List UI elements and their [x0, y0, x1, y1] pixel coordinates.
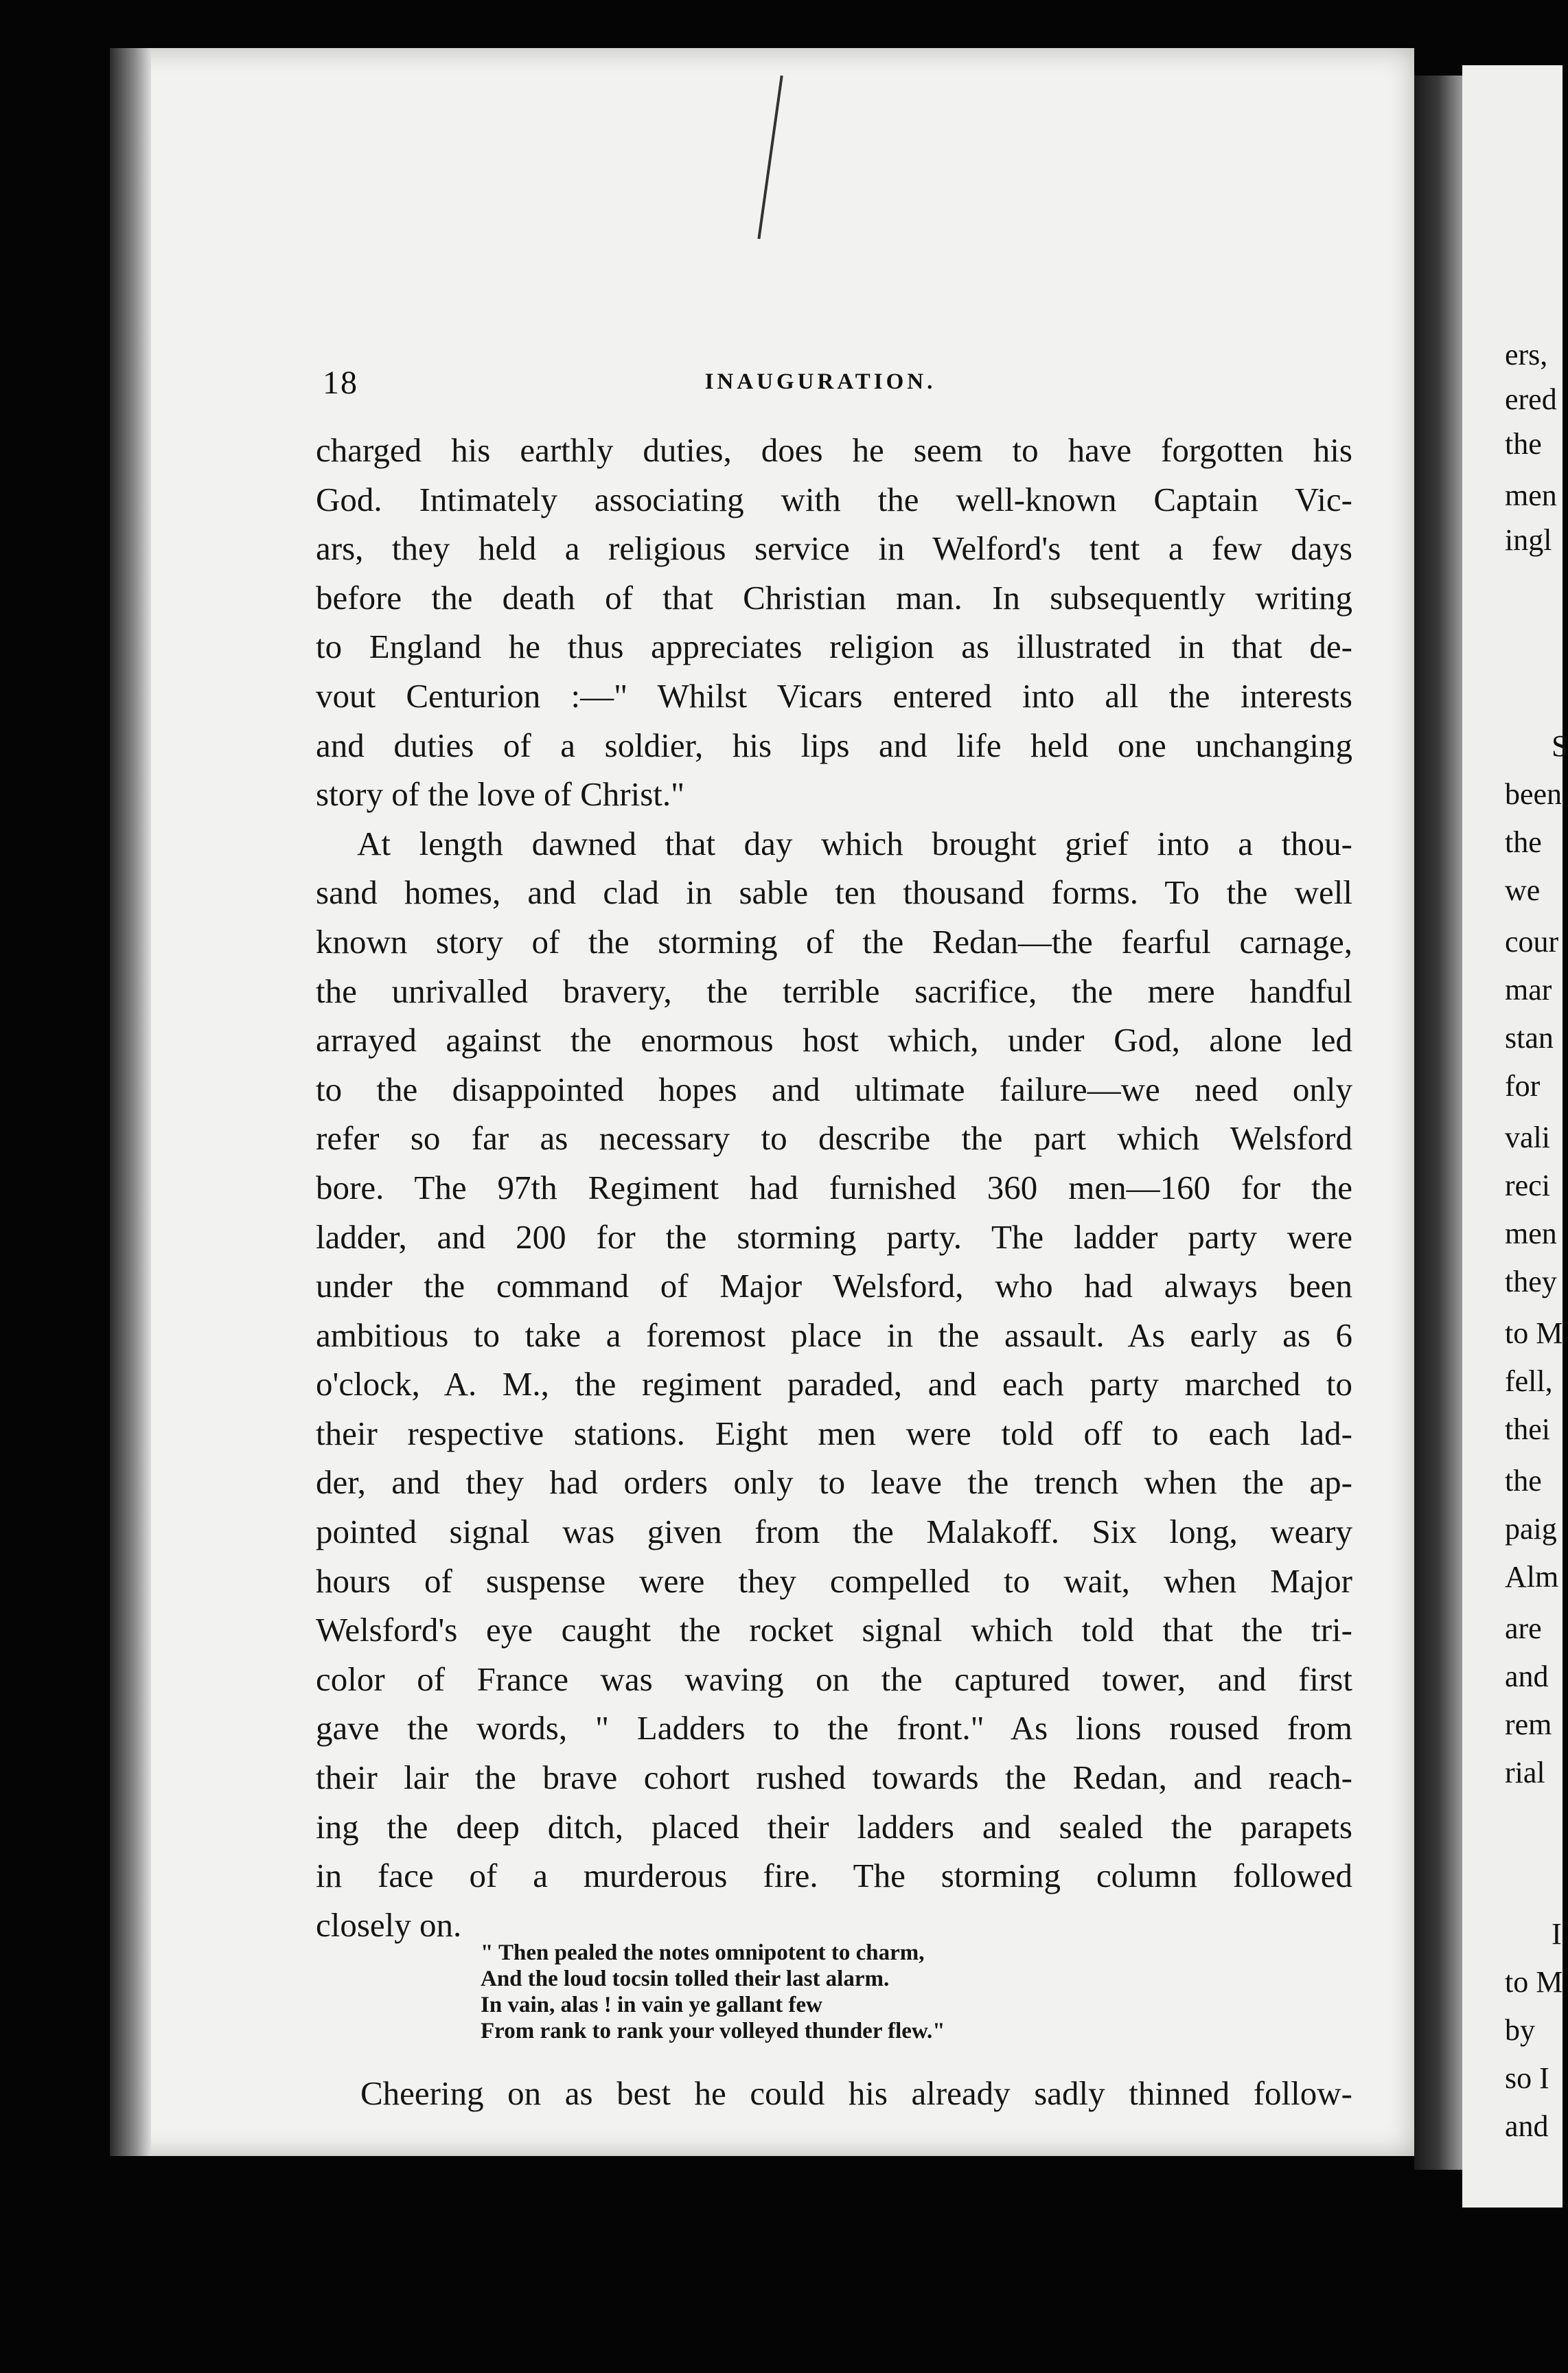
book-gutter — [1414, 76, 1462, 2170]
text-line: sand homes, and clad in sable ten thousand forms. To the well — [316, 873, 1352, 912]
text-line: ars, they held a religious service in Welford's tent a few days — [316, 529, 1352, 568]
running-head: INAUGURATION. — [704, 369, 936, 394]
text-line: pointed signal was given from the Malakoff. Six long, weary — [316, 1513, 1352, 1551]
facing-page-fragment: for — [1505, 1069, 1541, 1103]
text-line: story of the love of Christ." — [316, 775, 685, 814]
facing-page-fragment: reci — [1505, 1169, 1550, 1202]
text-line: known story of the storming of the Redan—the fearful carnage, — [316, 922, 1352, 961]
verse-line: And the loud tocsin tolled their last alarm. — [481, 1967, 890, 1991]
facing-page-fragment: and — [1505, 1660, 1549, 1693]
text-line: bore. The 97th Regiment had furnished 360 men—160 for the — [316, 1168, 1352, 1206]
page-header — [323, 364, 1352, 412]
text-line: under the command of Major Welsford, who had always been — [316, 1267, 1352, 1305]
facing-page-fragment: rem — [1505, 1708, 1552, 1741]
facing-page-fragment: men — [1505, 1217, 1557, 1250]
text-line: ing the deep ditch, placed their ladders and sealed the parapets — [316, 1807, 1352, 1846]
text-line: their respective stations. Eight men were told off to each lad- — [316, 1414, 1352, 1452]
facing-page-fragment: Alm — [1505, 1560, 1559, 1594]
facing-page-fragment: to M — [1505, 1965, 1563, 1999]
text-line: ladder, and 200 for the storming party. The ladder party were — [316, 1217, 1352, 1256]
facing-page-fragment: fell, — [1505, 1364, 1553, 1398]
text-line: to the disappointed hopes and ultimate failure—we need only — [316, 1070, 1352, 1108]
text-line: vout Centurion :—" Whilst Vicars entered into all the interests — [316, 676, 1352, 715]
text-line: ambitious to take a foremost place in the assault. As early as 6 — [316, 1316, 1352, 1354]
facing-page-fragment: I — [1552, 1917, 1562, 1951]
text-line: hours of suspense were they compelled to wait, when Major — [316, 1561, 1352, 1600]
text-line: der, and they had orders only to leave the trench when the ap- — [316, 1463, 1352, 1502]
facing-page-fragment: vali — [1505, 1121, 1550, 1154]
verse-line: In vain, alas ! in vain ye gallant few — [481, 1993, 822, 2017]
facing-page-fragment: by — [1505, 2013, 1535, 2047]
final-text-line: Cheering on as best he could his already sadly thinned follow- — [360, 2074, 1352, 2112]
text-line: gave the words, " Ladders to the front." As lions roused from — [316, 1709, 1352, 1747]
facing-page — [1462, 65, 1568, 2208]
text-line: arrayed against the enormous host which, under God, alone led — [316, 1021, 1352, 1059]
facing-page-fragment: ered — [1505, 382, 1557, 416]
text-line: refer so far as necessary to describe the part which Welsford — [316, 1119, 1352, 1158]
facing-page-fragment: thei — [1505, 1412, 1550, 1446]
text-line: to England he thus appreciates religion as illustrated in that de- — [316, 628, 1352, 666]
facing-page-fragment: cour — [1505, 925, 1559, 959]
facing-page-fragment: and — [1505, 2109, 1549, 2143]
facing-page-fragment: men — [1505, 479, 1557, 512]
facing-page-fragment: so I — [1505, 2061, 1549, 2095]
text-line: in face of a murderous fire. The storming column followed — [316, 1857, 1352, 1895]
page-number: 18 — [323, 365, 358, 401]
verse-line: From rank to rank your volleyed thunder flew." — [481, 2019, 945, 2043]
text-line: and duties of a soldier, his lips and life held one unchanging — [316, 726, 1352, 764]
text-line: At length dawned that day which brought grief into a thou- — [357, 824, 1352, 862]
facing-page-fragment: they — [1505, 1265, 1557, 1298]
verse-line: " Then pealed the notes omnipotent to charm, — [481, 1940, 925, 1965]
text-line: charged his earthly duties, does he seem to have forgotten his — [316, 431, 1352, 469]
verse-quotation — [481, 1940, 1201, 2044]
facing-page-fragment: mar — [1505, 973, 1552, 1007]
facing-page-fragment: been — [1505, 777, 1563, 811]
facing-page-fragment: we — [1505, 873, 1541, 907]
facing-page-fragment: to M — [1505, 1316, 1563, 1350]
text-line: the unrivalled bravery, the terrible sacrifice, the mere handful — [316, 972, 1352, 1010]
facing-page-fragment: the — [1505, 1464, 1542, 1498]
facing-page-fragment: paig — [1505, 1512, 1557, 1546]
facing-page-fragment: stan — [1505, 1021, 1554, 1055]
page-edge — [110, 48, 151, 2156]
text-line: o'clock, A. M., the regiment paraded, and each party marched to — [316, 1365, 1352, 1403]
facing-page-fragment: rial — [1505, 1756, 1545, 1789]
text-line: God. Intimately associating with the well-known Captain Vic- — [316, 480, 1352, 518]
text-line: their lair the brave cohort rushed towards the Redan, and reach- — [316, 1758, 1352, 1797]
text-line: Welsford's eye caught the rocket signal which told that the tri- — [316, 1611, 1352, 1649]
facing-page-fragment: ingl — [1505, 523, 1552, 557]
facing-page-fragment: the — [1505, 427, 1542, 461]
facing-page-fragment: the — [1505, 825, 1542, 859]
text-line: before the death of that Christian man. In subsequently writing — [316, 578, 1352, 617]
facing-page-fragment: S — [1552, 729, 1568, 763]
facing-page-fragment: ers, — [1505, 338, 1548, 371]
facing-page-fragment: are — [1505, 1612, 1542, 1645]
text-line: color of France was waving on the captured tower, and first — [316, 1660, 1352, 1698]
body-text — [316, 426, 1352, 1949]
text-line: closely on. — [316, 1905, 462, 1944]
